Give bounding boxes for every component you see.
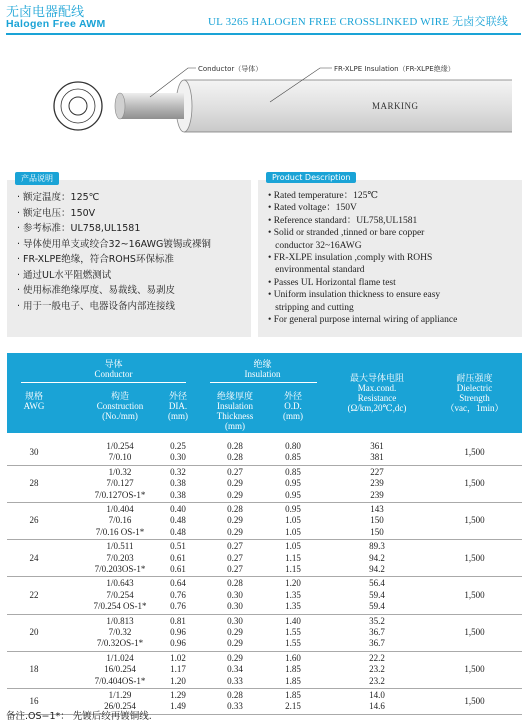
desc-item: · 使用标准绝缘厚度、易裁线、易剥皮 xyxy=(17,285,176,296)
dia-cell: 1.20 xyxy=(170,675,186,686)
cross-section-icon xyxy=(54,82,102,130)
th-od-zh: 外径 xyxy=(283,391,302,401)
awg-cell: 22 xyxy=(29,589,39,600)
thk-cell: 0.28 xyxy=(227,690,243,700)
desc-zh-tag: 产品说明 xyxy=(15,172,59,185)
cons-cell: 1/0.32 xyxy=(108,466,132,477)
voltage-cell: 1,500 xyxy=(464,515,485,526)
table-row xyxy=(7,466,522,503)
thk-cell: 0.29 xyxy=(227,626,243,637)
desc-item: · 用于一般电子、电器设备内部连接线 xyxy=(17,300,176,312)
dia-cell: 0.25 xyxy=(170,441,186,451)
dia-cell: 0.32 xyxy=(170,466,186,477)
table-row xyxy=(7,540,522,577)
od-cell: 1.15 xyxy=(285,563,301,574)
th-cons-en: Construction xyxy=(96,401,144,411)
res-cell: 36.7 xyxy=(369,638,385,649)
od-cell: 1.60 xyxy=(285,652,301,663)
cons-cell: 7/0.16 xyxy=(108,515,132,526)
od-cell: 1.35 xyxy=(285,589,301,600)
th-thk-zh: 绝缘厚度 xyxy=(216,391,253,401)
desc-item: • FR-XLPE insulation ,comply with ROHS xyxy=(268,253,433,264)
thk-cell: 0.29 xyxy=(227,526,243,537)
dia-cell: 0.61 xyxy=(170,563,186,574)
res-cell: 94.2 xyxy=(369,552,385,563)
od-cell: 1.40 xyxy=(285,615,301,626)
desc-zh-panel xyxy=(7,174,251,337)
thk-cell: 0.33 xyxy=(227,675,243,686)
od-cell: 2.15 xyxy=(285,701,301,712)
desc-item: • Uniform insulation thickness to ensure easy xyxy=(268,290,441,301)
dia-cell: 0.51 xyxy=(170,541,186,552)
desc-item: • Rated temperature：125℃ xyxy=(268,191,378,201)
th-insulation-rule xyxy=(210,382,317,383)
desc-item: • Rated voltage：150V xyxy=(268,203,357,214)
res-cell: 239 xyxy=(370,478,384,489)
desc-item: • For general purpose internal wiring of appliance xyxy=(268,315,458,326)
th-res-zh: 最大导体电阻 xyxy=(349,373,404,383)
od-cell: 1.05 xyxy=(285,515,301,526)
res-cell: 89.3 xyxy=(369,541,385,552)
th-awg-en: AWG xyxy=(23,401,45,411)
voltage-cell: 1,500 xyxy=(464,695,485,706)
desc-item: conductor 32~16AWG xyxy=(268,240,362,251)
voltage-cell: 1,500 xyxy=(464,626,485,637)
th-res-en1: Max.cond. xyxy=(357,383,397,393)
dia-cell: 0.38 xyxy=(170,478,186,489)
od-cell: 0.95 xyxy=(285,504,301,514)
res-cell: 35.2 xyxy=(369,615,385,626)
dia-cell: 0.40 xyxy=(170,504,186,514)
brand-title-en: Halogen Free AWM xyxy=(6,18,106,30)
res-cell: 239 xyxy=(370,489,384,500)
cons-cell: 7/0.10 xyxy=(108,452,132,463)
od-cell: 1.55 xyxy=(285,626,301,637)
thk-cell: 0.28 xyxy=(227,441,243,451)
th-conductor-rule xyxy=(21,382,186,383)
voltage-cell: 1,500 xyxy=(464,664,485,675)
res-cell: 94.2 xyxy=(369,563,385,574)
thk-cell: 0.27 xyxy=(227,466,243,477)
table-row xyxy=(7,440,522,466)
th-conductor-en: Conductor xyxy=(94,369,133,379)
od-cell: 1.05 xyxy=(285,541,301,552)
od-cell: 0.95 xyxy=(285,478,301,489)
desc-item: stripping and cutting xyxy=(268,302,354,313)
voltage-cell: 1,500 xyxy=(464,552,485,563)
dia-cell: 0.76 xyxy=(170,589,186,600)
thk-cell: 0.28 xyxy=(227,578,243,589)
res-cell: 150 xyxy=(370,515,384,526)
dia-cell: 0.96 xyxy=(170,638,186,649)
res-cell: 14.0 xyxy=(369,690,385,700)
thk-cell: 0.29 xyxy=(227,638,243,649)
cons-cell: 7/0.254 OS-1* xyxy=(93,601,147,612)
awg-cell: 24 xyxy=(29,552,39,563)
cons-cell: 1/0.404 xyxy=(106,504,134,514)
th-thk-en1: Insulation xyxy=(217,401,253,411)
cons-cell: 16/0.254 xyxy=(104,664,136,675)
thk-cell: 0.27 xyxy=(227,552,243,563)
th-od-unit: (mm) xyxy=(283,411,303,421)
th-cons-zh: 构造 xyxy=(110,391,129,401)
desc-item: • Solid or stranded ,tinned or bare copper xyxy=(268,228,425,239)
th-res-unit: (Ω/km,20℃,dc) xyxy=(347,403,407,413)
cons-cell: 7/0.127 xyxy=(106,478,134,489)
cons-cell: 1/1.024 xyxy=(106,652,134,663)
th-awg-zh: 规格 xyxy=(24,391,43,401)
dia-cell: 1.02 xyxy=(170,652,186,663)
thk-cell: 0.28 xyxy=(227,452,243,463)
desc-item: environmental standard xyxy=(268,265,365,276)
th-od-en: O.D. xyxy=(284,401,302,411)
thk-cell: 0.29 xyxy=(227,515,243,526)
cable-diagram xyxy=(0,40,530,170)
desc-en-list xyxy=(268,190,457,326)
desc-en-panel xyxy=(258,173,522,337)
dia-cell: 0.38 xyxy=(170,489,186,500)
thk-cell: 0.33 xyxy=(227,701,243,712)
th-dia-unit: (mm) xyxy=(168,411,188,421)
th-insulation-en: Insulation xyxy=(244,369,281,379)
cons-cell: 7/0.203OS-1* xyxy=(94,563,146,574)
od-cell: 1.85 xyxy=(285,664,301,675)
od-cell: 1.35 xyxy=(285,601,301,612)
dia-cell: 0.30 xyxy=(170,452,186,463)
thk-cell: 0.34 xyxy=(227,664,243,675)
header-rule xyxy=(6,33,521,35)
cons-cell: 1/1.29 xyxy=(108,690,132,700)
table-row xyxy=(7,615,522,652)
cons-cell: 1/0.813 xyxy=(106,615,134,626)
res-cell: 150 xyxy=(370,526,384,537)
th-thk-en2: Thickness xyxy=(216,411,254,421)
awg-cell: 20 xyxy=(29,626,39,637)
thk-cell: 0.27 xyxy=(227,563,243,574)
od-cell: 1.85 xyxy=(285,675,301,686)
cons-cell: 7/0.127OS-1* xyxy=(94,489,146,500)
th-res-en2: Resistance xyxy=(357,393,397,403)
cons-cell: 7/0.203 xyxy=(106,552,134,563)
dia-cell: 1.17 xyxy=(170,664,186,675)
od-cell: 0.85 xyxy=(285,466,301,477)
th-dia-en: DIA. xyxy=(168,401,188,411)
table-row xyxy=(7,652,522,689)
res-cell: 23.2 xyxy=(369,675,385,686)
table-row xyxy=(7,503,522,540)
conductor-label: Conductor（导体） xyxy=(198,65,263,73)
awg-cell: 18 xyxy=(29,664,39,675)
od-cell: 1.15 xyxy=(285,552,301,563)
cable-side-view xyxy=(115,80,512,132)
dia-cell: 0.48 xyxy=(170,526,186,537)
dia-cell: 0.64 xyxy=(170,578,186,589)
cons-cell: 7/0.32OS-1* xyxy=(96,638,144,649)
thk-cell: 0.30 xyxy=(227,589,243,600)
dia-cell: 1.49 xyxy=(170,701,186,712)
insulation-label: FR-XLPE Insulation（FR-XLPE绝缘） xyxy=(334,65,455,73)
cons-cell: 7/0.32 xyxy=(108,626,132,637)
awg-cell: 30 xyxy=(29,446,39,457)
thk-cell: 0.29 xyxy=(227,489,243,500)
voltage-cell: 1,500 xyxy=(464,446,485,457)
th-ds-en1: Dielectric xyxy=(456,383,493,393)
cons-cell: 26/0.254 xyxy=(104,701,136,712)
res-cell: 14.6 xyxy=(369,701,385,712)
desc-zh-list xyxy=(17,190,211,314)
dia-cell: 0.48 xyxy=(170,515,186,526)
awg-cell: 26 xyxy=(29,515,39,526)
awg-cell: 28 xyxy=(29,478,39,489)
od-cell: 1.20 xyxy=(285,578,301,589)
th-conductor-zh: 导体 xyxy=(104,359,123,369)
cons-cell: 7/0.404OS-1* xyxy=(94,675,146,686)
th-ds-en2: Strength xyxy=(459,393,490,403)
res-cell: 59.4 xyxy=(369,589,385,600)
th-thk-unit: (mm) xyxy=(225,421,245,431)
th-ds-unit: （vac，1min） xyxy=(445,403,504,413)
res-cell: 227 xyxy=(370,466,384,477)
res-cell: 361 xyxy=(370,441,384,451)
table-header xyxy=(7,353,522,433)
th-insulation-zh: 绝缘 xyxy=(253,359,272,369)
cons-cell: 1/0.511 xyxy=(106,541,134,552)
cons-cell: 7/0.254 xyxy=(106,589,134,600)
od-cell: 1.85 xyxy=(285,690,301,700)
awg-cell: 16 xyxy=(29,695,39,706)
thk-cell: 0.30 xyxy=(227,615,243,626)
res-cell: 381 xyxy=(370,452,384,463)
desc-en-tag: Product Description xyxy=(266,172,356,183)
voltage-cell: 1,500 xyxy=(464,478,485,489)
dia-cell: 0.61 xyxy=(170,552,186,563)
thk-cell: 0.29 xyxy=(227,652,243,663)
res-cell: 143 xyxy=(370,504,384,514)
th-cons-unit: (No./mm) xyxy=(102,411,138,421)
desc-item: · 额定电压：150V xyxy=(17,207,96,219)
cons-cell: 1/0.254 xyxy=(106,441,134,451)
footnote: 备注.OS−1*： 先镀后绞再镀铜线. xyxy=(6,711,152,722)
desc-item: · 导体使用单支或绞合32~16AWG镀锡或裸铜 xyxy=(17,238,211,250)
thk-cell: 0.29 xyxy=(227,478,243,489)
dia-cell: 1.29 xyxy=(170,690,186,700)
marking-label: MARKING xyxy=(372,101,419,111)
res-cell: 59.4 xyxy=(369,601,385,612)
od-cell: 1.55 xyxy=(285,638,301,649)
thk-cell: 0.28 xyxy=(227,504,243,514)
brand-title-zh: 无卤电器配线 xyxy=(6,5,85,20)
th-ds-zh: 耐压强度 xyxy=(456,373,493,383)
res-cell: 36.7 xyxy=(369,626,385,637)
od-cell: 0.95 xyxy=(285,489,301,500)
th-dia-zh: 外径 xyxy=(168,391,187,401)
res-cell: 22.2 xyxy=(369,652,385,663)
dia-cell: 0.96 xyxy=(170,626,186,637)
desc-item: · 额定温度：125℃ xyxy=(17,192,100,203)
desc-item: • Reference standard：UL758,UL1581 xyxy=(268,215,418,226)
od-cell: 0.85 xyxy=(285,452,301,463)
desc-item: · 参考标准：UL758,UL1581 xyxy=(17,223,141,234)
od-cell: 1.05 xyxy=(285,526,301,537)
table-row xyxy=(7,577,522,614)
voltage-cell: 1,500 xyxy=(464,589,485,600)
thk-cell: 0.27 xyxy=(227,541,243,552)
res-cell: 56.4 xyxy=(369,578,385,589)
thk-cell: 0.30 xyxy=(227,601,243,612)
cons-cell: 7/0.16 OS-1* xyxy=(95,526,145,537)
cons-cell: 1/0.643 xyxy=(106,578,134,589)
desc-item: · FR-XLPE绝缘，符合ROHS环保标准 xyxy=(17,254,174,265)
desc-item: • Passes UL Horizontal flame test xyxy=(268,277,396,288)
dia-cell: 0.81 xyxy=(170,615,186,626)
od-cell: 0.80 xyxy=(285,441,301,451)
res-cell: 23.2 xyxy=(369,664,385,675)
dia-cell: 0.76 xyxy=(170,601,186,612)
desc-item: · 通过UL水平阻燃测试 xyxy=(17,269,112,281)
product-title: UL 3265 HALOGEN FREE CROSSLINKED WIRE 无卤交联线 xyxy=(208,16,509,28)
